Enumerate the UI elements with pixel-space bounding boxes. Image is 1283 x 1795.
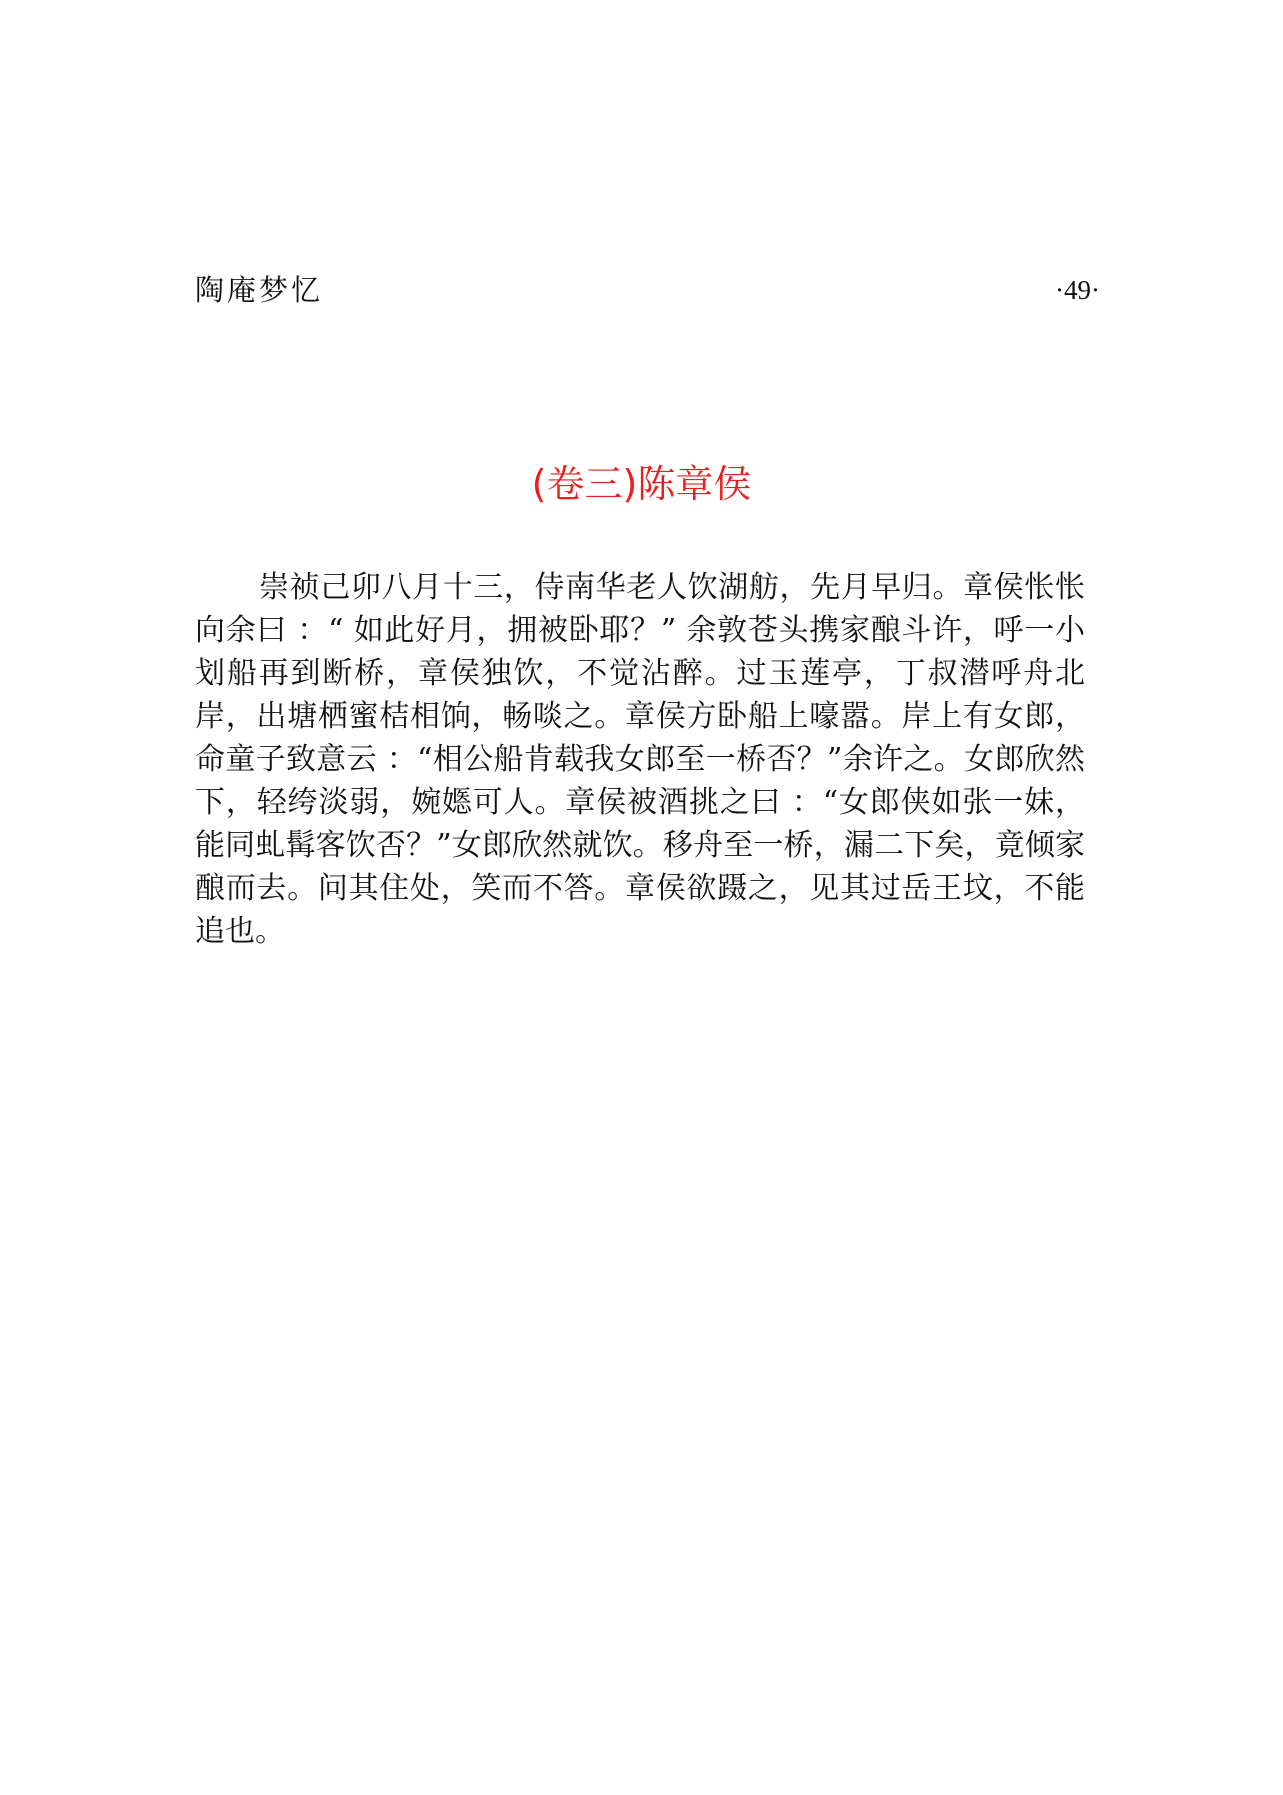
body-paragraph: 崇祯己卯八月十三，侍南华老人饮湖舫，先月早归。章侯怅怅向余曰 ：“ 如此好月，拥被卧耶？” 余敦苍头携家酿斗许，呼一小划船再到断桥，章侯独饮，不觉沾醉。过玉莲亭，丁叔潜呼舟北岸，出塘栖蜜桔相饷，畅啖之。章侯方卧船上嚎嚣。岸上有女郎，命童子致意云 ：“相公船肯载我女郎至一桥否？”余许之。女郎欣然下，轻绔淡弱，婉嫕可人。章侯被酒挑之曰 ：“女郎侠如张一妹，能同虬髯客饮否？”女郎欣然就饮。移舟至一桥，漏二下矣，竟倾家酿而去。问其住处，笑而不答。章侯欲蹑之，见其过岳王坟，不能追也。 [195, 570, 1085, 949]
chapter-title: (卷三)陈章侯 [531, 462, 752, 506]
running-header [195, 270, 1100, 316]
book-title: 陶庵梦忆 [195, 273, 324, 307]
page-number: ·49· [1055, 275, 1100, 305]
